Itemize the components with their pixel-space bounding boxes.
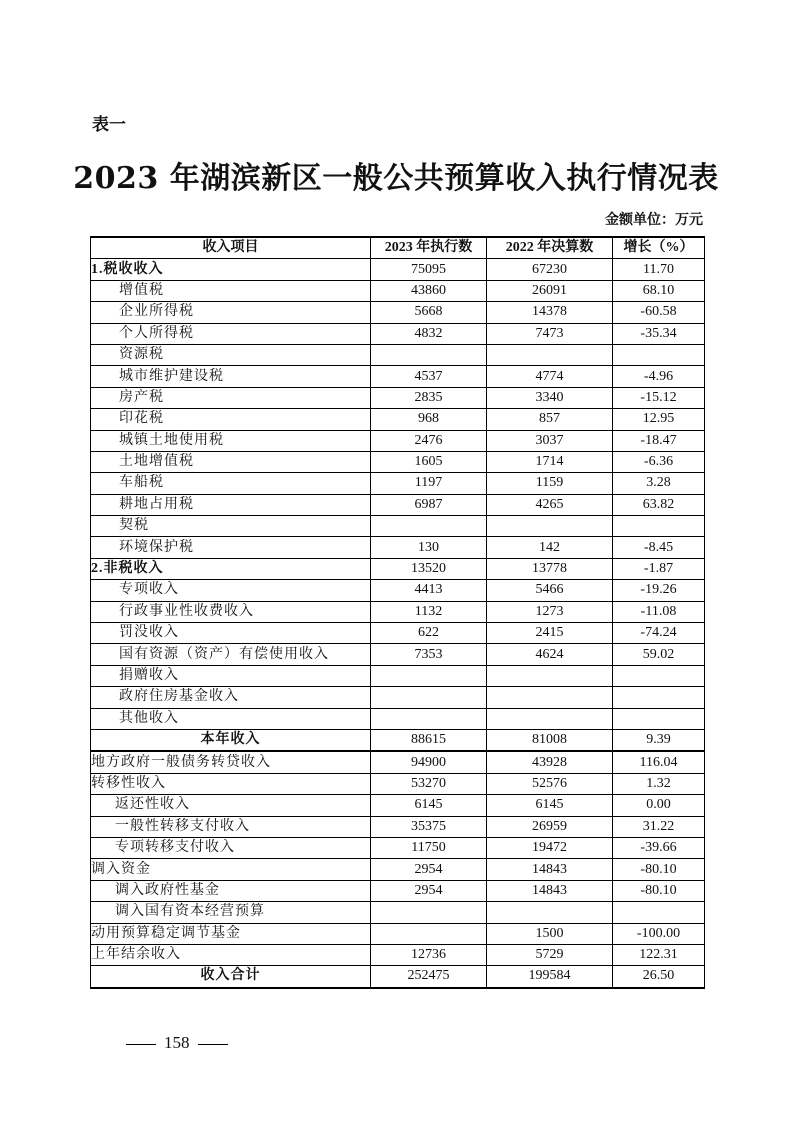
table-row — [91, 623, 705, 644]
row-2022-value: 1500 — [487, 923, 613, 944]
table-row — [91, 966, 705, 988]
table-row — [91, 259, 705, 280]
row-2022-value: 52576 — [487, 773, 613, 794]
row-2022-value: 199584 — [487, 966, 613, 988]
row-2023-value: 4537 — [371, 366, 487, 387]
row-growth-value: -74.24 — [613, 623, 705, 644]
row-2022-value: 1273 — [487, 601, 613, 622]
row-2023-value: 6145 — [371, 795, 487, 816]
table-row — [91, 902, 705, 923]
row-growth-value: -18.47 — [613, 430, 705, 451]
row-2022-value: 13778 — [487, 558, 613, 579]
row-2023-value: 53270 — [371, 773, 487, 794]
row-2023-value: 7353 — [371, 644, 487, 665]
row-2023-value: 2954 — [371, 880, 487, 901]
table-row — [91, 687, 705, 708]
row-growth-value — [613, 516, 705, 537]
row-2022-value: 5466 — [487, 580, 613, 601]
row-item-name: 一般性转移支付收入 — [91, 816, 371, 837]
row-2023-value: 4832 — [371, 323, 487, 344]
row-growth-value: 9.39 — [613, 729, 705, 751]
row-2023-value — [371, 708, 487, 729]
row-item-name: 耕地占用税 — [91, 494, 371, 515]
row-item-name: 1.税收收入 — [91, 259, 371, 280]
row-2022-value: 1714 — [487, 451, 613, 472]
row-2023-value: 43860 — [371, 280, 487, 301]
row-growth-value: 68.10 — [613, 280, 705, 301]
row-growth-value: 31.22 — [613, 816, 705, 837]
row-growth-value: 63.82 — [613, 494, 705, 515]
row-2022-value: 43928 — [487, 751, 613, 773]
row-growth-value: -8.45 — [613, 537, 705, 558]
row-2023-value: 4413 — [371, 580, 487, 601]
table-row — [91, 430, 705, 451]
row-item-name: 动用预算稳定调节基金 — [91, 923, 371, 944]
row-2023-value: 6987 — [371, 494, 487, 515]
row-growth-value: 122.31 — [613, 944, 705, 965]
row-item-name: 其他收入 — [91, 708, 371, 729]
header-item: 收入项目 — [91, 237, 371, 259]
row-2023-value: 2476 — [371, 430, 487, 451]
row-item-name: 印花税 — [91, 409, 371, 430]
row-growth-value: -11.08 — [613, 601, 705, 622]
row-growth-value: -60.58 — [613, 302, 705, 323]
table-row — [91, 708, 705, 729]
row-2022-value — [487, 665, 613, 686]
footer-dash-right — [198, 1044, 228, 1045]
row-growth-value: 116.04 — [613, 751, 705, 773]
row-growth-value: 0.00 — [613, 795, 705, 816]
row-item-name: 专项转移支付收入 — [91, 837, 371, 858]
row-2022-value: 14378 — [487, 302, 613, 323]
row-2023-value: 252475 — [371, 966, 487, 988]
row-item-name: 本年收入 — [91, 729, 371, 751]
table-row — [91, 923, 705, 944]
page-number: 158 — [164, 1033, 190, 1052]
row-item-name: 罚没收入 — [91, 623, 371, 644]
row-growth-value — [613, 344, 705, 365]
row-growth-value: 59.02 — [613, 644, 705, 665]
table-row — [91, 665, 705, 686]
row-2022-value: 5729 — [487, 944, 613, 965]
row-2023-value: 11750 — [371, 837, 487, 858]
footer-dash-left — [126, 1044, 156, 1045]
table-row — [91, 494, 705, 515]
row-item-name: 环境保护税 — [91, 537, 371, 558]
row-item-name: 捐赠收入 — [91, 665, 371, 686]
table-row — [91, 302, 705, 323]
row-2022-value: 19472 — [487, 837, 613, 858]
row-item-name: 行政事业性收费收入 — [91, 601, 371, 622]
row-2022-value: 4774 — [487, 366, 613, 387]
row-item-name: 资源税 — [91, 344, 371, 365]
row-growth-value: -6.36 — [613, 451, 705, 472]
row-item-name: 增值税 — [91, 280, 371, 301]
table-row — [91, 837, 705, 858]
row-item-name: 上年结余收入 — [91, 944, 371, 965]
row-2022-value: 14843 — [487, 859, 613, 880]
row-2022-value: 3340 — [487, 387, 613, 408]
row-growth-value — [613, 687, 705, 708]
revenue-table — [90, 236, 705, 989]
table-row — [91, 816, 705, 837]
table-row — [91, 558, 705, 579]
table-row — [91, 451, 705, 472]
row-growth-value: -4.96 — [613, 366, 705, 387]
row-growth-value: -100.00 — [613, 923, 705, 944]
row-2023-value — [371, 665, 487, 686]
row-2023-value: 1132 — [371, 601, 487, 622]
row-growth-value: 3.28 — [613, 473, 705, 494]
page-footer — [118, 1033, 236, 1053]
row-2023-value: 94900 — [371, 751, 487, 773]
row-2022-value: 2415 — [487, 623, 613, 644]
table-row — [91, 387, 705, 408]
row-2022-value — [487, 902, 613, 923]
row-growth-value: 12.95 — [613, 409, 705, 430]
row-2022-value: 142 — [487, 537, 613, 558]
table-row — [91, 944, 705, 965]
row-2023-value: 1605 — [371, 451, 487, 472]
row-item-name: 房产税 — [91, 387, 371, 408]
table-row — [91, 580, 705, 601]
row-2023-value: 1197 — [371, 473, 487, 494]
row-item-name: 土地增值税 — [91, 451, 371, 472]
table-row — [91, 516, 705, 537]
row-2023-value: 2954 — [371, 859, 487, 880]
row-growth-value: -39.66 — [613, 837, 705, 858]
row-growth-value: -19.26 — [613, 580, 705, 601]
row-2023-value: 2835 — [371, 387, 487, 408]
row-2022-value: 67230 — [487, 259, 613, 280]
row-2022-value: 6145 — [487, 795, 613, 816]
row-item-name: 调入资金 — [91, 859, 371, 880]
row-growth-value: 11.70 — [613, 259, 705, 280]
header-2022: 2022 年决算数 — [487, 237, 613, 259]
row-2023-value: 35375 — [371, 816, 487, 837]
row-2022-value: 1159 — [487, 473, 613, 494]
page-title: 2023 年湖滨新区一般公共预算收入执行情况表 — [73, 161, 719, 196]
row-growth-value: 1.32 — [613, 773, 705, 794]
row-item-name: 个人所得税 — [91, 323, 371, 344]
row-item-name: 城镇土地使用税 — [91, 430, 371, 451]
table-row — [91, 859, 705, 880]
row-2022-value: 4265 — [487, 494, 613, 515]
row-growth-value — [613, 665, 705, 686]
row-item-name: 国有资源（资产）有偿使用收入 — [91, 644, 371, 665]
row-item-name: 企业所得税 — [91, 302, 371, 323]
table-header-row — [91, 237, 705, 259]
table-row — [91, 344, 705, 365]
row-2023-value — [371, 687, 487, 708]
row-2022-value — [487, 344, 613, 365]
table-row — [91, 323, 705, 344]
table-row — [91, 729, 705, 751]
row-2023-value: 88615 — [371, 729, 487, 751]
row-2022-value: 26091 — [487, 280, 613, 301]
row-2022-value: 7473 — [487, 323, 613, 344]
row-2023-value: 75095 — [371, 259, 487, 280]
unit-note: 金额单位：万元 — [605, 212, 703, 228]
row-item-name: 收入合计 — [91, 966, 371, 988]
row-2022-value: 3037 — [487, 430, 613, 451]
row-2022-value: 4624 — [487, 644, 613, 665]
row-2022-value: 81008 — [487, 729, 613, 751]
table-row — [91, 409, 705, 430]
table-row — [91, 880, 705, 901]
row-2022-value — [487, 708, 613, 729]
row-2022-value: 26959 — [487, 816, 613, 837]
row-item-name: 调入国有资本经营预算 — [91, 902, 371, 923]
table-row — [91, 537, 705, 558]
row-item-name: 转移性收入 — [91, 773, 371, 794]
row-2022-value: 857 — [487, 409, 613, 430]
row-growth-value — [613, 902, 705, 923]
header-growth: 增长（%） — [613, 237, 705, 259]
header-2023: 2023 年执行数 — [371, 237, 487, 259]
table-label: 表一 — [92, 115, 126, 135]
row-2023-value: 622 — [371, 623, 487, 644]
row-item-name: 车船税 — [91, 473, 371, 494]
row-item-name: 专项收入 — [91, 580, 371, 601]
row-item-name: 契税 — [91, 516, 371, 537]
row-item-name: 地方政府一般债务转贷收入 — [91, 751, 371, 773]
row-item-name: 城市维护建设税 — [91, 366, 371, 387]
row-2023-value: 12736 — [371, 944, 487, 965]
table-row — [91, 366, 705, 387]
row-growth-value: -35.34 — [613, 323, 705, 344]
table-row — [91, 795, 705, 816]
row-item-name: 调入政府性基金 — [91, 880, 371, 901]
row-item-name: 返还性收入 — [91, 795, 371, 816]
row-growth-value: -80.10 — [613, 859, 705, 880]
row-2022-value: 14843 — [487, 880, 613, 901]
row-2022-value — [487, 516, 613, 537]
row-growth-value: -80.10 — [613, 880, 705, 901]
row-2023-value: 13520 — [371, 558, 487, 579]
row-2023-value — [371, 923, 487, 944]
table-row — [91, 751, 705, 773]
row-item-name: 政府住房基金收入 — [91, 687, 371, 708]
row-2022-value — [487, 687, 613, 708]
row-growth-value: 26.50 — [613, 966, 705, 988]
row-item-name: 2.非税收入 — [91, 558, 371, 579]
table-row — [91, 280, 705, 301]
row-2023-value: 130 — [371, 537, 487, 558]
row-growth-value — [613, 708, 705, 729]
row-2023-value: 5668 — [371, 302, 487, 323]
row-2023-value — [371, 344, 487, 365]
row-2023-value — [371, 516, 487, 537]
row-2023-value — [371, 902, 487, 923]
table-row — [91, 773, 705, 794]
table-row — [91, 601, 705, 622]
table-row — [91, 644, 705, 665]
row-growth-value: -1.87 — [613, 558, 705, 579]
row-growth-value: -15.12 — [613, 387, 705, 408]
table-row — [91, 473, 705, 494]
row-2023-value: 968 — [371, 409, 487, 430]
